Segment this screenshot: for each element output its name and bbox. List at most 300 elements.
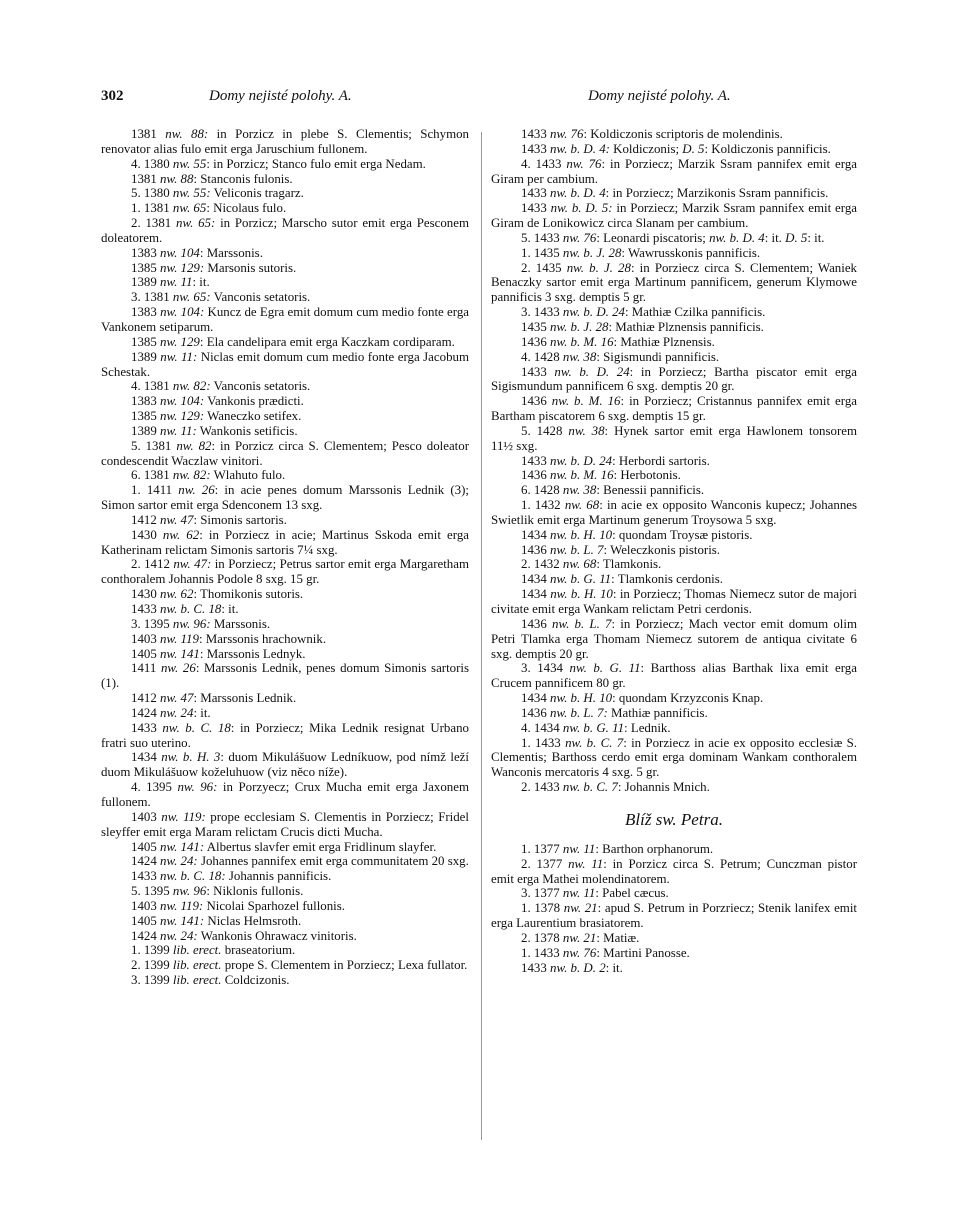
- entry-reference: nw. 129:: [160, 260, 205, 275]
- right-column: [491, 127, 857, 975]
- entry: [491, 454, 857, 469]
- entry-text: Marsonis sutoris.: [204, 260, 297, 275]
- entry-reference: nw. b. C. 18: [162, 720, 231, 735]
- entry-text: : Marssonis Lednik.: [193, 691, 297, 706]
- entry-text: 1424: [131, 705, 161, 720]
- entry-text: 1433: [131, 602, 161, 616]
- entry: [491, 186, 857, 201]
- entry-text: in Porzicz; Marscho sutor emit erga Pesconem doleatorem.: [101, 216, 470, 245]
- entry: [101, 513, 469, 528]
- entry-text: 1405: [131, 839, 161, 854]
- entry: [491, 201, 857, 231]
- entry: [491, 931, 857, 946]
- entry-text: Vanconis setatoris.: [210, 290, 311, 305]
- entry-text: : Simonis sartoris.: [193, 512, 287, 527]
- entry-text: 4. 1395: [131, 780, 178, 795]
- entry-text: in Porzicz in plebe S. Clementis; Schymon renovator alias fulo emit erga Jaruschium fullonem.: [101, 127, 469, 156]
- entry: [101, 483, 469, 513]
- entry-text: 1433: [521, 201, 551, 216]
- entry-reference: nw. 11: [160, 275, 193, 290]
- entry-text: 3. 1381: [131, 290, 173, 305]
- entry: [101, 691, 469, 706]
- entry-text: 1412: [131, 691, 161, 706]
- entry-text: : it.: [807, 230, 825, 245]
- entry-text: 2. 1377: [521, 856, 569, 871]
- entry-text: 1. 1377: [521, 841, 563, 856]
- entry-reference: lib. erect.: [172, 958, 222, 973]
- entry-text: 1434: [521, 587, 551, 602]
- entry: [491, 157, 857, 187]
- entry: [101, 647, 469, 662]
- entry-text: Johannes pannifex emit erga communitatem 20 sxg.: [197, 854, 469, 869]
- entry-text: 1412: [131, 512, 161, 527]
- entry-text: 1436: [521, 468, 551, 483]
- entry-reference: nw. b. D. 5:: [550, 201, 613, 216]
- entry: [101, 350, 469, 380]
- entry-reference: nw. 21: [562, 930, 597, 945]
- entry-text: : Koldiczonis scriptoris de molendinis.: [583, 127, 783, 141]
- entry-text: 1434: [521, 691, 551, 706]
- entry-text: : Tlamkonis.: [596, 557, 662, 572]
- entry: [101, 840, 469, 855]
- entry-reference: nw. b. L. 7: [550, 542, 604, 557]
- entry-reference: nw. 47: [160, 691, 194, 706]
- entry-text: 1433: [521, 364, 555, 379]
- entry-text: 3. 1399: [131, 973, 173, 988]
- entry-text: 1383: [131, 245, 161, 260]
- entry-text: 1424: [131, 928, 161, 943]
- running-head-left: Domy nejisté polohy. A.: [209, 88, 352, 104]
- entry-text: Koldiczonis;: [609, 141, 683, 156]
- entry-text: 2. 1381: [131, 216, 177, 231]
- entry-text: : Sigismundi pannificis.: [596, 349, 720, 364]
- entry: [491, 572, 857, 587]
- entry: [101, 721, 469, 751]
- entry-text: : Koldiczonis pannificis.: [704, 141, 831, 156]
- entry-reference: nw. 119: [160, 631, 199, 646]
- entry-reference: nw. 88: [160, 171, 194, 186]
- entry-text: : Matiæ.: [596, 930, 640, 945]
- entry-reference: nw. b. H. 10: [550, 691, 613, 706]
- entry-reference: nw. 96:: [172, 616, 211, 631]
- entry-text: 1436: [521, 542, 551, 557]
- entry: [491, 483, 857, 498]
- entry-text: 4. 1381: [131, 379, 173, 394]
- entry-reference: nw. 141:: [160, 839, 205, 854]
- entry-reference: nw. 38: [562, 349, 597, 364]
- entry-text: 1430: [131, 527, 163, 542]
- entry-reference: D. 5: [682, 141, 705, 156]
- entry-text: : Tlamkonis cerdonis.: [611, 572, 723, 587]
- entry-text: 1411: [131, 661, 161, 676]
- entry-reference: nw. b. C. 18:: [160, 869, 226, 884]
- entry: [491, 587, 857, 617]
- entry-reference: nw. 76: [566, 156, 602, 171]
- entry-text: Mathiæ pannificis.: [607, 705, 708, 720]
- entry: [101, 557, 469, 587]
- entry: [101, 335, 469, 350]
- entry: [101, 750, 469, 780]
- entry-reference: nw. b. D. 4: [709, 230, 765, 245]
- entry-reference: nw. b. H. 3: [161, 750, 221, 765]
- entry-text: 6. 1428: [521, 483, 563, 498]
- entry-reference: nw. 68: [564, 498, 600, 513]
- entry-reference: nw. 65:: [176, 216, 216, 231]
- entry-text: 3. 1395: [131, 616, 173, 631]
- entry: [101, 602, 469, 617]
- entry-text: 2. 1435: [521, 260, 567, 275]
- entry: [491, 946, 857, 961]
- entry-text: : Pabel cæcus.: [595, 886, 669, 901]
- entry-text: 4. 1433: [521, 156, 567, 171]
- entry-text: : in Porzicz; Stanco fulo emit erga Nedam.: [206, 156, 426, 171]
- entry: [491, 335, 857, 350]
- entry-text: Vankonis prædicti.: [204, 394, 304, 409]
- entry-text: braseatorium.: [221, 943, 296, 958]
- entry: [101, 394, 469, 409]
- entry-reference: nw. 11: [562, 886, 596, 901]
- entry-reference: nw. 82: [176, 438, 212, 453]
- entry-text: 2. 1433: [521, 780, 563, 795]
- entry-text: : in Porziecz; Bartha piscator emit erga Sigismundum pannificem 6 sxg. demptis 20 gr.: [491, 364, 857, 394]
- entry-text: Niclas Helmsroth.: [204, 913, 302, 928]
- entry-text: 5. 1428: [521, 423, 569, 438]
- entry: [101, 943, 469, 958]
- entry-text: : it.: [605, 960, 623, 975]
- entry: [491, 661, 857, 691]
- entry: [101, 899, 469, 914]
- entry-text: 5. 1395: [131, 884, 173, 899]
- entry: [491, 901, 857, 931]
- entry-text: : in Porziecz; Mach vector emit domum olim Petri Tlamka erga Thomam Niemecz sutorem de antiqua civitate 6 sxg. demptis 20 gr.: [491, 616, 857, 661]
- entry-text: : Leonardi piscatoris;: [596, 230, 710, 245]
- entry-text: : Benessii pannificis.: [596, 483, 705, 498]
- entry-text: in Porziecz; Petrus sartor emit erga Margaretham conthoralem Johannis Podole 8 sxg. 15 gr.: [101, 557, 469, 587]
- entry: [101, 186, 469, 201]
- entry-text: 1385: [131, 409, 161, 424]
- entry-text: Albertus slavfer emit erga Fridlinum slayfer.: [204, 839, 437, 854]
- entry: [101, 216, 469, 246]
- entry-text: : Herbotonis.: [613, 468, 681, 483]
- entry-text: : in Porziecz; Cristannus pannifex emit erga Bartham piscatorem 6 sxg. demptis 15 gr.: [491, 394, 857, 424]
- entry: [491, 142, 857, 157]
- entry-reference: nw. 104:: [160, 394, 205, 409]
- entry-text: : Johannis Mnich.: [617, 780, 710, 795]
- entry-text: : in Porziecz; Thomas Niemecz sutor de majori civitate emit erga Wankam relictam Petri cerdonis.: [491, 587, 857, 616]
- entry-text: 1383: [131, 394, 161, 409]
- entry: [491, 424, 857, 454]
- entry-reference: nw. 141:: [160, 913, 205, 928]
- entry-text: 1405: [131, 646, 161, 661]
- entry-reference: nw. 104: [160, 245, 200, 260]
- entry: [491, 350, 857, 365]
- entry-text: 1. 1433: [521, 735, 566, 750]
- entry-reference: nw. b. C. 18: [160, 602, 222, 616]
- entry-text: 1405: [131, 913, 161, 928]
- entry-text: 3. 1434: [521, 661, 570, 676]
- entry-text: Niclas emit domum cum medio fonte erga Jacobum Schestak.: [101, 349, 469, 379]
- entry: [101, 854, 469, 869]
- entry-reference: nw. b. G. 11: [550, 572, 612, 587]
- entry-text: : in Porzicz circa S. Clementem; Pesco doleator condescendit Waczlaw vinitori.: [101, 438, 469, 468]
- entry-text: 1433: [131, 869, 161, 884]
- entry-text: 1436: [521, 705, 551, 720]
- entry: [491, 498, 857, 528]
- entry-reference: nw. 55:: [172, 186, 211, 201]
- entry-reference: nw. b. J. 28: [562, 245, 622, 260]
- entry-text: : it.: [192, 275, 210, 290]
- entry-reference: nw. 62: [160, 587, 194, 602]
- entry-text: 1403: [131, 898, 161, 913]
- entry: [101, 439, 469, 469]
- entry-text: 1. 1399: [131, 943, 173, 958]
- entry-reference: nw. b. C. 7: [562, 780, 618, 795]
- entry-reference: nw. 119:: [160, 898, 204, 913]
- column-divider: [481, 132, 482, 1140]
- entry-text: : Barthoss alias Barthak lixa emit erga Crucem pannificem 80 gr.: [491, 661, 857, 691]
- entry-text: : in Porziecz in acie ex opposito ecclesiæ S. Clementis; Barthoss cerdo emit erga dominam Wankam conthoralem Wanconis mercatoris 4 sxg. 5 gr.: [491, 735, 857, 780]
- entry-text: : Mathiæ Plznensis.: [613, 334, 715, 349]
- entry: [101, 706, 469, 721]
- entry-reference: nw. 24:: [160, 928, 198, 943]
- entry-text: Coldcizonis.: [221, 973, 290, 988]
- entry-reference: nw. 21: [563, 901, 598, 916]
- entry-text: Wankonis setificis.: [196, 423, 298, 438]
- entry-text: 1433: [521, 453, 551, 468]
- entry: [101, 261, 469, 276]
- entry-text: : Niklonis fullonis.: [206, 884, 304, 899]
- entry: [101, 246, 469, 261]
- entry-reference: nw. b. D. 4:: [550, 141, 610, 156]
- entry-reference: nw. 47:: [173, 557, 212, 572]
- entry: [491, 231, 857, 246]
- entry: [101, 201, 469, 216]
- entry-text: 5. 1380: [131, 186, 173, 201]
- entry: [101, 884, 469, 899]
- entry: [491, 305, 857, 320]
- entry-reference: nw. b. D. 24: [550, 453, 613, 468]
- entry-reference: nw. 96:: [177, 780, 218, 795]
- entry-reference: nw. 47: [160, 512, 194, 527]
- entry-text: prope ecclesiam S. Clementis in Porziecz; Fridel sleyffer emit erga Maram relictam Crucis dicti Mucha.: [101, 809, 469, 839]
- entry: [491, 557, 857, 572]
- entry: [491, 886, 857, 901]
- entry-reference: nw. b. G. 11: [562, 720, 625, 735]
- entry: [491, 706, 857, 721]
- entry-reference: nw. 11: [562, 841, 596, 856]
- entry-reference: nw. 65: [172, 201, 207, 216]
- page-number: 302: [101, 88, 124, 104]
- entry: [491, 528, 857, 543]
- entry-text: 3. 1433: [521, 305, 563, 320]
- entry: [491, 394, 857, 424]
- entry: [101, 617, 469, 632]
- entry-text: 1424: [131, 854, 161, 869]
- entry-text: 1436: [521, 334, 551, 349]
- entry-text: : Wawrusskonis pannificis.: [621, 245, 761, 260]
- entry-reference: nw. b. D. 4: [550, 186, 606, 201]
- entry: [101, 379, 469, 394]
- entry-text: Johannis pannificis.: [225, 869, 332, 884]
- entry: [101, 632, 469, 647]
- entry-text: : it.: [764, 230, 786, 245]
- entry: [491, 842, 857, 857]
- entry: [101, 929, 469, 944]
- entry-text: : quondam Troysæ pistoris.: [612, 527, 753, 542]
- entry-text: in Porzyecz; Crux Mucha emit erga Jaxonem fullonem.: [101, 780, 469, 809]
- entry: [101, 305, 469, 335]
- entry-text: 1385: [131, 260, 161, 275]
- entry-text: : in Porziecz in acie; Martinus Sskoda emit erga Katherinam relictam Simonis sartoris 7¼ sxg.: [101, 527, 469, 557]
- entry-reference: nw. 76: [562, 945, 597, 960]
- entry-text: : Barthon orphanorum.: [595, 841, 714, 856]
- entry-text: : Ela candelipara emit erga Kaczkam cordiparam.: [199, 334, 455, 349]
- entry-text: 1. 1432: [521, 498, 565, 513]
- entry-reference: nw. 26: [160, 661, 196, 676]
- entry-text: 1. 1378: [521, 901, 564, 916]
- entry: [101, 587, 469, 602]
- entry-reference: nw. b. J. 28: [566, 260, 631, 275]
- entry-reference: nw. 76: [562, 230, 597, 245]
- entry-text: in Porziecz; Marzik Ssram pannifex emit erga Giram de Lonikowicz circa Slanam per cambium.: [491, 201, 857, 231]
- entry: [491, 857, 857, 887]
- entry-text: 1436: [521, 616, 552, 631]
- entry-text: : it.: [221, 602, 239, 616]
- entry-text: 4. 1380: [131, 156, 173, 171]
- entry-reference: nw. 26: [178, 483, 215, 498]
- entry: [101, 275, 469, 290]
- entry-reference: lib. erect.: [172, 973, 222, 988]
- entry-text: 1435: [521, 319, 551, 334]
- entry-reference: nw. 24: [160, 705, 194, 720]
- entry: [101, 869, 469, 884]
- entry-reference: nw. 88:: [165, 127, 209, 141]
- entry-text: : in Porzicz circa S. Petrum; Cunczman pistor emit erga Mathei molendinatorem.: [491, 856, 857, 886]
- entry-text: 1433: [521, 186, 551, 201]
- entry-text: Wlahuto fulo.: [210, 468, 286, 483]
- entry-reference: nw. 11:: [160, 349, 198, 364]
- entry-reference: nw. 129: [160, 334, 200, 349]
- entry-text: : Hynek sartor emit erga Hawlonem tonsorem 11½ sxg.: [491, 423, 858, 453]
- entry-text: 1434: [521, 527, 551, 542]
- entry: [491, 320, 857, 335]
- entry-text: : Mathiæ Plznensis pannificis.: [608, 319, 764, 334]
- entry-text: : Marssonis hrachownik.: [198, 631, 327, 646]
- entry-text: 1. 1411: [131, 483, 179, 498]
- entry: [491, 736, 857, 781]
- entry-reference: nw. 129:: [160, 409, 205, 424]
- entry: [491, 468, 857, 483]
- entry-text: 1433: [131, 720, 163, 735]
- entry-text: 2. 1378: [521, 930, 563, 945]
- entry-reference: nw. b. D. 2: [550, 960, 606, 975]
- entry-reference: D. 5: [785, 230, 808, 245]
- entry: [491, 780, 857, 795]
- entry-text: 1430: [131, 587, 161, 602]
- entry-reference: nw. b. D. 24: [562, 305, 625, 320]
- entry-text: 1389: [131, 275, 161, 290]
- entry-text: 1433: [521, 127, 551, 141]
- entry-reference: nw. 141: [160, 646, 200, 661]
- entry-reference: nw. b. M. 16: [550, 334, 614, 349]
- entry-text: : in Porziecz; Marzik Ssram pannifex emit erga Giram per cambium.: [491, 156, 857, 186]
- entry-reference: nw. b. G. 11: [569, 661, 641, 676]
- entry-reference: nw. b. L. 7: [552, 616, 612, 631]
- entry-text: Marssonis.: [210, 616, 271, 631]
- entry-text: : in Porziecz; Marzikonis Ssram pannificis.: [605, 186, 829, 201]
- entry: [101, 290, 469, 305]
- entry-text: : in acie ex opposito Wanconis kupecz; Johannes Swietlik emit erga Martinum generum Troysowa 5 sxg.: [491, 498, 857, 527]
- entry-text: 1434: [521, 572, 551, 587]
- entry-text: 3. 1377: [521, 886, 563, 901]
- entry-text: : Thomikonis sutoris.: [193, 587, 304, 602]
- entry-reference: nw. b. M. 16: [551, 394, 621, 409]
- entry-reference: nw. b. D. 24: [554, 364, 630, 379]
- entry-text: 1389: [131, 349, 161, 364]
- entry-reference: nw. b. C. 7: [565, 735, 624, 750]
- entry: [101, 424, 469, 439]
- left-column: [101, 127, 469, 988]
- entry-reference: nw. 38: [562, 483, 597, 498]
- entry: [101, 157, 469, 172]
- entry-text: : Marssonis.: [199, 245, 263, 260]
- entry-text: 1383: [131, 305, 161, 320]
- entry: [101, 528, 469, 558]
- entry-reference: nw. 38: [568, 423, 605, 438]
- entry: [101, 127, 469, 157]
- entry-text: 5. 1433: [521, 230, 563, 245]
- entry-text: : duom Mikulášuow Ledníkuow, pod nímž leží duom Mikulášuow koželuhuow (viz něco níže).: [101, 750, 469, 780]
- entry: [101, 958, 469, 973]
- entry-text: 1381: [131, 171, 161, 186]
- entry: [491, 617, 857, 662]
- entry: [491, 261, 857, 306]
- entry-text: 4. 1428: [521, 349, 563, 364]
- entry: [491, 691, 857, 706]
- entry-reference: nw. 104:: [160, 305, 205, 320]
- entry-text: Kuncz de Egra emit domum cum medio fonte erga Vankonem setiparum.: [101, 305, 469, 334]
- entry-text: 2. 1412: [131, 557, 174, 572]
- running-head-right: Domy nejisté polohy. A.: [588, 88, 731, 104]
- entry: [491, 543, 857, 558]
- entry-text: : Marssonis Lednik, penes domum Simonis sartoris (1).: [101, 661, 470, 691]
- entry-reference: nw. 55: [172, 156, 207, 171]
- entry-text: Nicolai Sparhozel fullonis.: [203, 898, 345, 913]
- entry-text: Vanconis setatoris.: [210, 379, 311, 394]
- entry-reference: nw. 68: [562, 557, 597, 572]
- entry-text: 4. 1434: [521, 720, 563, 735]
- entry-text: : in Porziecz; Mika Lednik resignat Urbano fratri suo uterino.: [101, 720, 469, 750]
- entry-text: 2. 1399: [131, 958, 173, 973]
- entry-reference: lib. erect.: [172, 943, 222, 958]
- entry-text: : in Porziecz circa S. Clementem; Waniek Benaczky sartor emit erga Martinum pannificem, generum Klymowe pannificis 3 sxg. demptis 5 gr.: [491, 260, 857, 305]
- entry-text: 1433: [521, 960, 551, 975]
- entry: [491, 961, 857, 976]
- entry: [101, 468, 469, 483]
- entry-text: : it.: [193, 705, 211, 720]
- entry-text: 1381: [131, 127, 166, 141]
- section-heading: Blíž sw. Petra.: [625, 809, 723, 829]
- entry-text: : apud S. Petrum in Porzriecz; Stenik lanifex emit erga Laurentium brasiatorem.: [491, 901, 857, 931]
- entry-reference: nw. b. H. 10: [550, 587, 613, 602]
- entry: [491, 721, 857, 736]
- entry: [101, 914, 469, 929]
- entry-text: : Mathiæ Czilka pannificis.: [624, 305, 766, 320]
- entry: [101, 780, 469, 810]
- entry-text: Waneczko setifex.: [204, 409, 302, 424]
- entry: [101, 409, 469, 424]
- entry-text: 1403: [131, 631, 161, 646]
